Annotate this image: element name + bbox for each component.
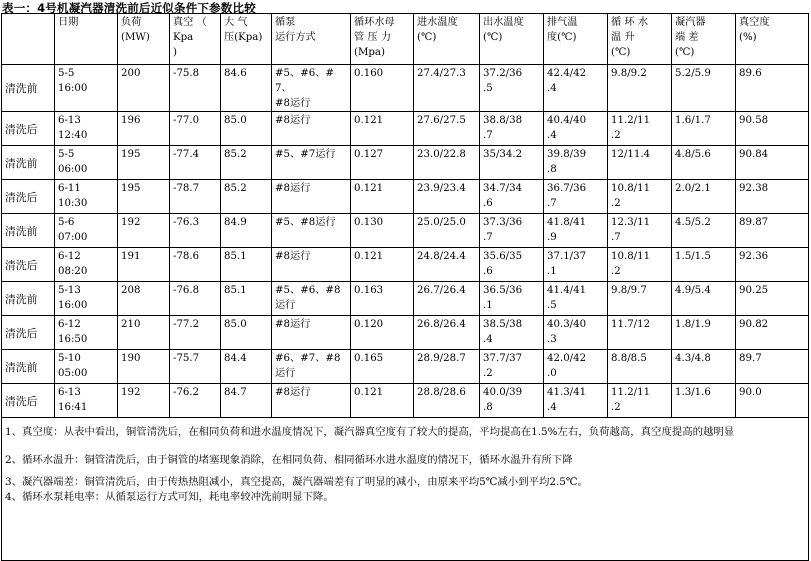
table-cell: 92.38 xyxy=(736,180,809,214)
row-label-cell: 清洗后 xyxy=(2,384,55,418)
table-cell: 42.4/42 .4 xyxy=(544,65,608,112)
table-cell: #5、#6、#7、 #8运行 xyxy=(272,65,351,112)
table-cell: 36.5/36 .1 xyxy=(480,282,544,316)
table-cell: 5.2/5.9 xyxy=(672,65,736,112)
table-cell: 1.3/1.6 xyxy=(672,384,736,418)
header-cell-terminal-diff: 凝汽器 端 差 (℃) xyxy=(672,14,736,65)
table-cell: 0.165 xyxy=(351,350,414,384)
table-cell: 26.7/26.4 xyxy=(414,282,480,316)
table-cell: 0.121 xyxy=(351,112,414,146)
table-cell: 4.9/5.4 xyxy=(672,282,736,316)
table-cell: 191 xyxy=(118,248,170,282)
table-cell: 37.7/37 .2 xyxy=(480,350,544,384)
table-cell: #8运行 xyxy=(272,112,351,146)
table-cell: 195 xyxy=(118,180,170,214)
table-cell: 6-13 16:41 xyxy=(55,384,118,418)
table-cell: -78.7 xyxy=(170,180,221,214)
table-cell: 0.163 xyxy=(351,282,414,316)
table-cell: 85.2 xyxy=(221,146,272,180)
table-cell: 92.36 xyxy=(736,248,809,282)
table-cell: 210 xyxy=(118,316,170,350)
table-cell: 5-13 16:00 xyxy=(55,282,118,316)
table-cell: 27.4/27.3 xyxy=(414,65,480,112)
header-cell-inlet-temp: 进水温度 (℃) xyxy=(414,14,480,65)
row-label-cell: 清洗前 xyxy=(2,282,55,316)
row-label-cell: 清洗前 xyxy=(2,65,55,112)
table-cell: -76.3 xyxy=(170,214,221,248)
row-label-cell: 清洗后 xyxy=(2,180,55,214)
table-cell: 6-12 08:20 xyxy=(55,248,118,282)
table-cell: 0.120 xyxy=(351,316,414,350)
table-cell: -76.2 xyxy=(170,384,221,418)
notes-cell xyxy=(2,418,809,561)
table-cell: 89.6 xyxy=(736,65,809,112)
comparison-table xyxy=(1,13,809,561)
table-row xyxy=(2,112,809,146)
table-cell: 85.2 xyxy=(221,180,272,214)
table-row xyxy=(2,146,809,180)
table-cell: 84.7 xyxy=(221,384,272,418)
table-cell: 2.0/2.1 xyxy=(672,180,736,214)
table-cell: 40.0/39 .8 xyxy=(480,384,544,418)
header-cell-main-pressure: 循环水母 管 压 力 (Mpa) xyxy=(351,14,414,65)
table-row xyxy=(2,316,809,350)
table-cell: 26.8/26.4 xyxy=(414,316,480,350)
table-cell: 9.8/9.7 xyxy=(608,282,672,316)
header-cell-vacuum-degree: 真空度 (%) xyxy=(736,14,809,65)
table-row xyxy=(2,282,809,316)
table-cell: #8运行 xyxy=(272,316,351,350)
table-cell: 12/11.4 xyxy=(608,146,672,180)
table-cell: 4.3/4.8 xyxy=(672,350,736,384)
table-cell: -78.6 xyxy=(170,248,221,282)
table-cell: 35.6/35 .6 xyxy=(480,248,544,282)
table-cell: 11.2/11 .2 xyxy=(608,112,672,146)
table-cell: 0.121 xyxy=(351,384,414,418)
table-title: 表一：4号机凝汽器清洗前后近似条件下参数比较 xyxy=(2,1,256,15)
table-cell: #6、#7、#8 运行 xyxy=(272,350,351,384)
table-cell: 84.4 xyxy=(221,350,272,384)
table-cell: 41.8/41 .9 xyxy=(544,214,608,248)
table-cell: 5-5 06:00 xyxy=(55,146,118,180)
table-cell: 5-6 07:00 xyxy=(55,214,118,248)
note-power-rate: 4、循环水泵耗电率：从循泵运行方式可知，耗电率较冲洗前明显下降。 xyxy=(5,491,334,503)
table-cell: 10.8/11 .2 xyxy=(608,180,672,214)
table-cell: 37.2/36 .5 xyxy=(480,65,544,112)
table-cell: 6-11 10:30 xyxy=(55,180,118,214)
table-cell: 23.0/22.8 xyxy=(414,146,480,180)
table-cell: 90.58 xyxy=(736,112,809,146)
table-row xyxy=(2,214,809,248)
table-cell: 85.1 xyxy=(221,282,272,316)
table-cell: 208 xyxy=(118,282,170,316)
row-label-cell: 清洗后 xyxy=(2,112,55,146)
header-cell-temp-rise: 循 环 水 温 升 (℃) xyxy=(608,14,672,65)
table-cell: 0.121 xyxy=(351,248,414,282)
row-label-cell: 清洗前 xyxy=(2,146,55,180)
table-cell: 9.8/9.2 xyxy=(608,65,672,112)
table-cell: 1.8/1.9 xyxy=(672,316,736,350)
note-vacuum: 1、真空度：从表中看出，铜管清洗后，在相同负荷和进水温度情况下，凝汽器真空度有了较大的提高，平均提高在1.5%左右，负荷越高，真空度提高的越明显 xyxy=(5,426,735,438)
header-cell-outlet-temp: 出水温度 (℃) xyxy=(480,14,544,65)
header-cell-atm-pressure: 大 气 压(Kpa) xyxy=(221,14,272,65)
table-cell: 1.5/1.5 xyxy=(672,248,736,282)
table-cell: 0.121 xyxy=(351,180,414,214)
row-label-cell: 清洗后 xyxy=(2,248,55,282)
table-cell: -77.2 xyxy=(170,316,221,350)
header-cell-load: 负荷 (MW) xyxy=(118,14,170,65)
table-cell: 192 xyxy=(118,384,170,418)
table-cell: #8运行 xyxy=(272,248,351,282)
table-cell: 192 xyxy=(118,214,170,248)
table-cell: 90.25 xyxy=(736,282,809,316)
row-label-cell: 清洗后 xyxy=(2,316,55,350)
table-cell: 37.3/36 .7 xyxy=(480,214,544,248)
table-cell: 34.7/34 .6 xyxy=(480,180,544,214)
header-cell-date: 日期 xyxy=(55,14,118,65)
table-cell: 23.9/23.4 xyxy=(414,180,480,214)
table-cell: 89.7 xyxy=(736,350,809,384)
table-cell: 40.3/40 .3 xyxy=(544,316,608,350)
header-cell-label xyxy=(2,14,55,65)
table-cell: 11.2/11 .2 xyxy=(608,384,672,418)
table-cell: 85.0 xyxy=(221,112,272,146)
table-cell: 190 xyxy=(118,350,170,384)
table-cell: 84.6 xyxy=(221,65,272,112)
table-row xyxy=(2,248,809,282)
table-cell: 35/34.2 xyxy=(480,146,544,180)
table-cell: 8.8/8.5 xyxy=(608,350,672,384)
table-cell: 28.9/28.7 xyxy=(414,350,480,384)
table-cell: -75.7 xyxy=(170,350,221,384)
table-cell: 27.6/27.5 xyxy=(414,112,480,146)
table-cell: 85.1 xyxy=(221,248,272,282)
table-cell: 6-12 16:50 xyxy=(55,316,118,350)
table-cell: 90.84 xyxy=(736,146,809,180)
table-cell: 24.8/24.4 xyxy=(414,248,480,282)
table-cell: 10.8/11 .2 xyxy=(608,248,672,282)
table-cell: 38.5/38 .4 xyxy=(480,316,544,350)
table-cell: 42.0/42 .0 xyxy=(544,350,608,384)
table-cell: 12.3/11 .7 xyxy=(608,214,672,248)
table-cell: 84.9 xyxy=(221,214,272,248)
table-cell: 1.6/1.7 xyxy=(672,112,736,146)
table-cell: #8运行 xyxy=(272,384,351,418)
table-cell: #5、#6、#8 运行 xyxy=(272,282,351,316)
table-cell: -75.8 xyxy=(170,65,221,112)
table-body xyxy=(2,65,809,418)
table-cell: 5-5 16:00 xyxy=(55,65,118,112)
table-cell: -76.8 xyxy=(170,282,221,316)
table-cell: #5、#7运行 xyxy=(272,146,351,180)
table-row xyxy=(2,384,809,418)
table-cell: 90.82 xyxy=(736,316,809,350)
table-cell: 200 xyxy=(118,65,170,112)
table-cell: -77.0 xyxy=(170,112,221,146)
row-label-cell: 清洗前 xyxy=(2,214,55,248)
table-cell: 37.1/37 .1 xyxy=(544,248,608,282)
table-cell: 85.0 xyxy=(221,316,272,350)
row-label-cell: 清洗前 xyxy=(2,350,55,384)
table-cell: 90.0 xyxy=(736,384,809,418)
table-row xyxy=(2,65,809,112)
table-cell: 36.7/36 .7 xyxy=(544,180,608,214)
table-cell: 41.3/41 .4 xyxy=(544,384,608,418)
header-cell-pump-mode: 循泵 运行方式 xyxy=(272,14,351,65)
header-cell-vacuum: 真空 （ Kpa ) xyxy=(170,14,221,65)
table-cell: 195 xyxy=(118,146,170,180)
table-row xyxy=(2,350,809,384)
table-cell: 6-13 12:40 xyxy=(55,112,118,146)
table-cell: 0.160 xyxy=(351,65,414,112)
table-cell: 40.4/40 .4 xyxy=(544,112,608,146)
table-cell: 196 xyxy=(118,112,170,146)
table-cell: 4.8/5.6 xyxy=(672,146,736,180)
table-cell: 4.5/5.2 xyxy=(672,214,736,248)
table-cell: 38.8/38 .7 xyxy=(480,112,544,146)
table-cell: 11.7/12 xyxy=(608,316,672,350)
table-row xyxy=(2,180,809,214)
table-cell: 41.4/41 .5 xyxy=(544,282,608,316)
table-cell: 0.127 xyxy=(351,146,414,180)
table-cell: 28.8/28.6 xyxy=(414,384,480,418)
table-cell: -77.4 xyxy=(170,146,221,180)
header-cell-exhaust-temp: 排气温 度(℃) xyxy=(544,14,608,65)
note-terminal-diff: 3、凝汽器端差：铜管清洗后，由于传热热阻减小，真空提高，凝汽器端差有了明显的减小，由原来平均5℃减小到平均2.5℃。 xyxy=(5,476,588,488)
table-cell: 39.8/39 .8 xyxy=(544,146,608,180)
table-header xyxy=(2,14,809,65)
table-cell: 89.87 xyxy=(736,214,809,248)
table-cell: 25.0/25.0 xyxy=(414,214,480,248)
table-cell: 5-10 05:00 xyxy=(55,350,118,384)
table-cell: 0.130 xyxy=(351,214,414,248)
note-temp-rise: 2、循环水温升：铜管清洗后，由于铜管的堵塞现象消除，在相同负荷、相同循环水进水温度的情况下，循环水温升有所下降 xyxy=(5,454,573,466)
table-cell: #5、#8运行 xyxy=(272,214,351,248)
table-cell: #8运行 xyxy=(272,180,351,214)
